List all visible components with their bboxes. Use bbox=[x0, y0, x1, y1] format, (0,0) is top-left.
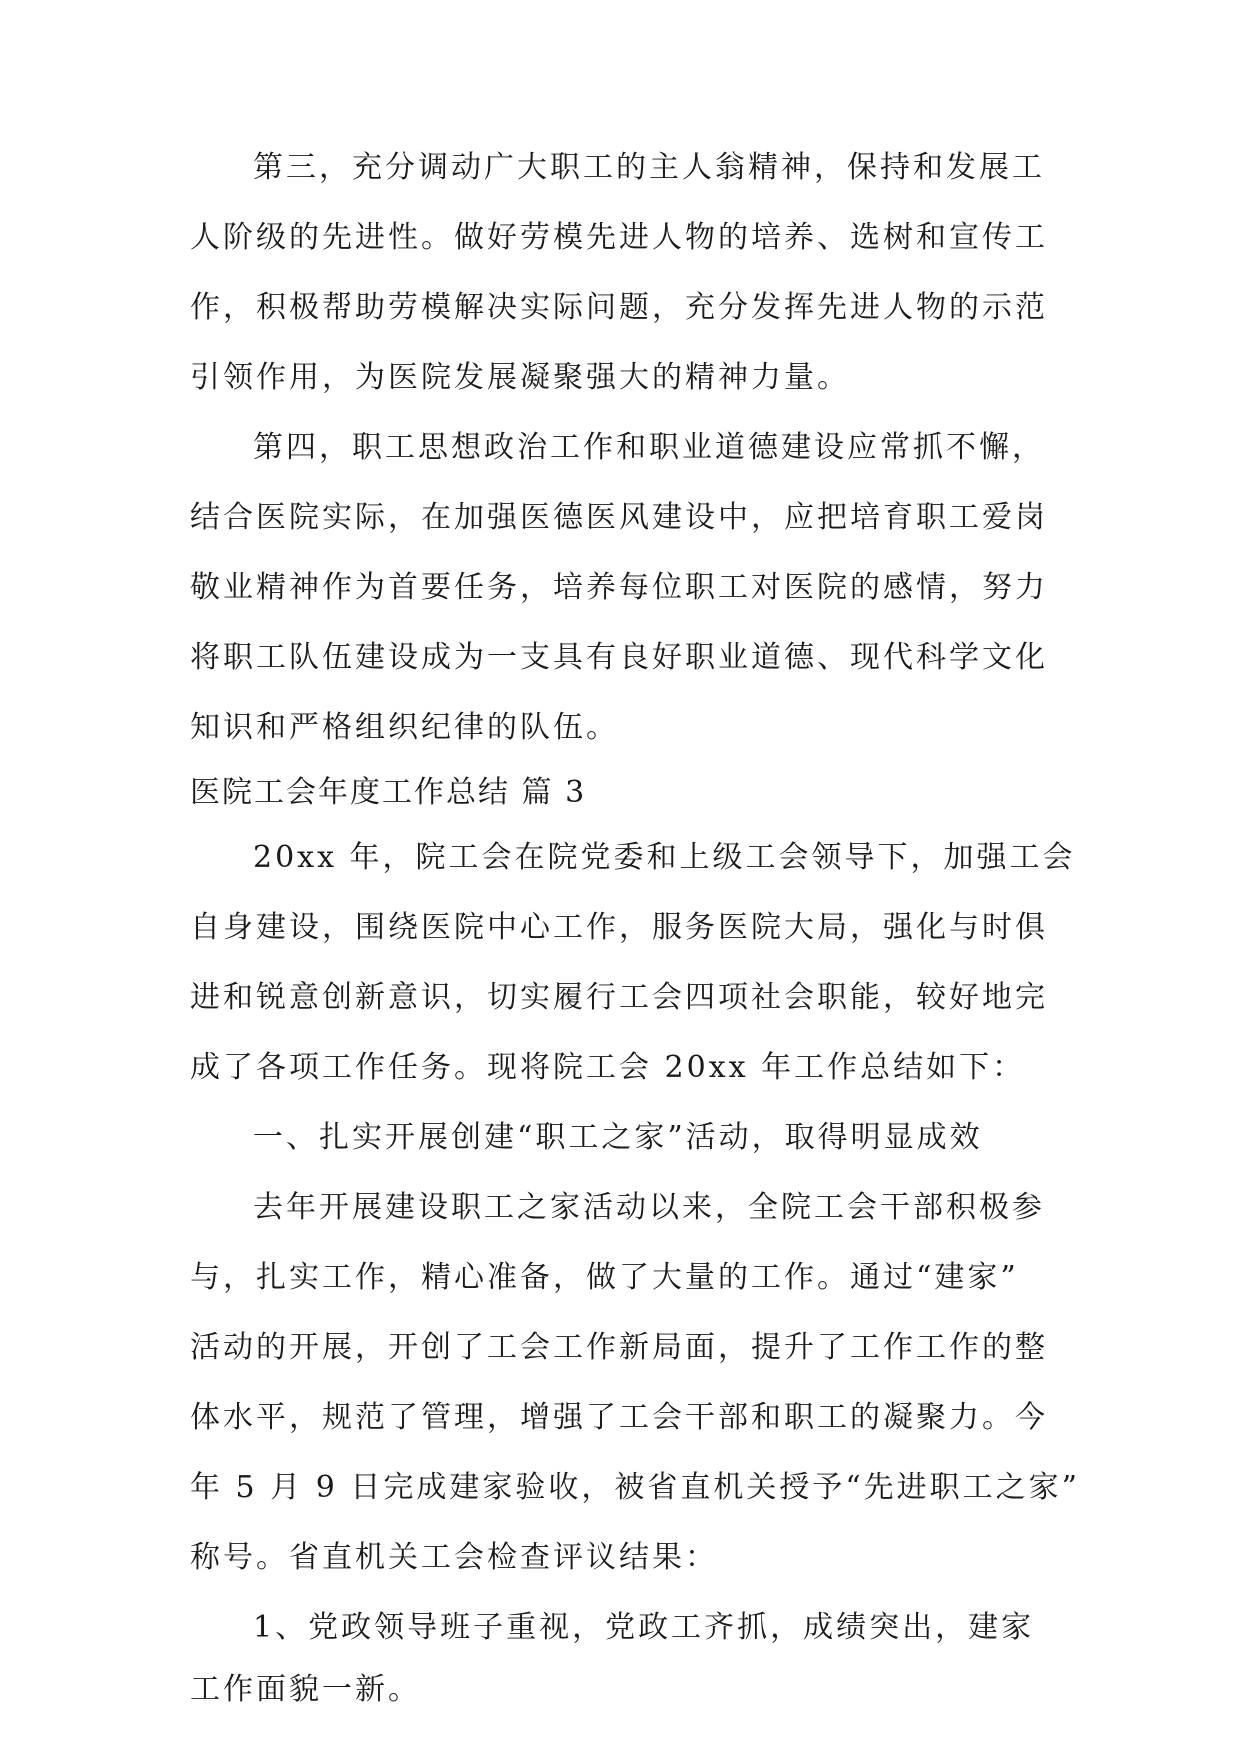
paragraph-line: 自身建设，围绕医院中心工作，服务医院大局，强化与时俱 bbox=[190, 910, 1048, 945]
paragraph-line: 活动的开展，开创了工会工作新局面，提升了工作工作的整 bbox=[190, 1330, 1048, 1365]
list-item-line: 1、党政领导班子重视，党政工齐抓，成绩突出，建家 bbox=[253, 1610, 1035, 1645]
paragraph-line: 知识和严格组织纪律的队伍。 bbox=[190, 710, 619, 745]
paragraph-line: 第四，职工思想政治工作和职业道德建设应常抓不懈， bbox=[253, 430, 1045, 465]
subsection-heading: 一、扎实开展创建“职工之家”活动，取得明显成效 bbox=[253, 1120, 983, 1155]
paragraph-line: 20xx 年，院工会在院党委和上级工会领导下，加强工会 bbox=[253, 840, 1076, 875]
section-title: 医院工会年度工作总结 篇 3 bbox=[190, 775, 587, 810]
paragraph-line: 年 5 月 9 日完成建家验收，被省直机关授予“先进职工之家” bbox=[190, 1470, 1080, 1505]
paragraph-line: 引领作用，为医院发展凝聚强大的精神力量。 bbox=[190, 360, 850, 395]
paragraph-line: 与，扎实工作，精心准备，做了大量的工作。通过“建家” bbox=[190, 1260, 1019, 1295]
paragraph-line: 进和锐意创新意识，切实履行工会四项社会职能，较好地完 bbox=[190, 980, 1048, 1015]
list-item-line: 工作面貌一新。 bbox=[190, 1672, 421, 1707]
paragraph-line: 结合医院实际，在加强医德医风建设中，应把培育职工爱岗 bbox=[190, 500, 1048, 535]
paragraph-line: 将职工队伍建设成为一支具有良好职业道德、现代科学文化 bbox=[190, 640, 1048, 675]
paragraph-line: 去年开展建设职工之家活动以来，全院工会干部积极参 bbox=[253, 1190, 1045, 1225]
paragraph-line: 人阶级的先进性。做好劳模先进人物的培养、选树和宣传工 bbox=[190, 220, 1048, 255]
paragraph-line: 称号。省直机关工会检查评议结果： bbox=[190, 1540, 718, 1575]
paragraph-line: 敬业精神作为首要任务，培养每位职工对医院的感情，努力 bbox=[190, 570, 1048, 605]
paragraph-line: 成了各项工作任务。现将院工会 20xx 年工作总结如下： bbox=[190, 1050, 1026, 1085]
paragraph-line: 作，积极帮助劳模解决实际问题，充分发挥先进人物的示范 bbox=[190, 290, 1048, 325]
paragraph-line: 第三，充分调动广大职工的主人翁精神，保持和发展工 bbox=[253, 150, 1045, 185]
paragraph-line: 体水平，规范了管理，增强了工会干部和职工的凝聚力。今 bbox=[190, 1400, 1048, 1435]
